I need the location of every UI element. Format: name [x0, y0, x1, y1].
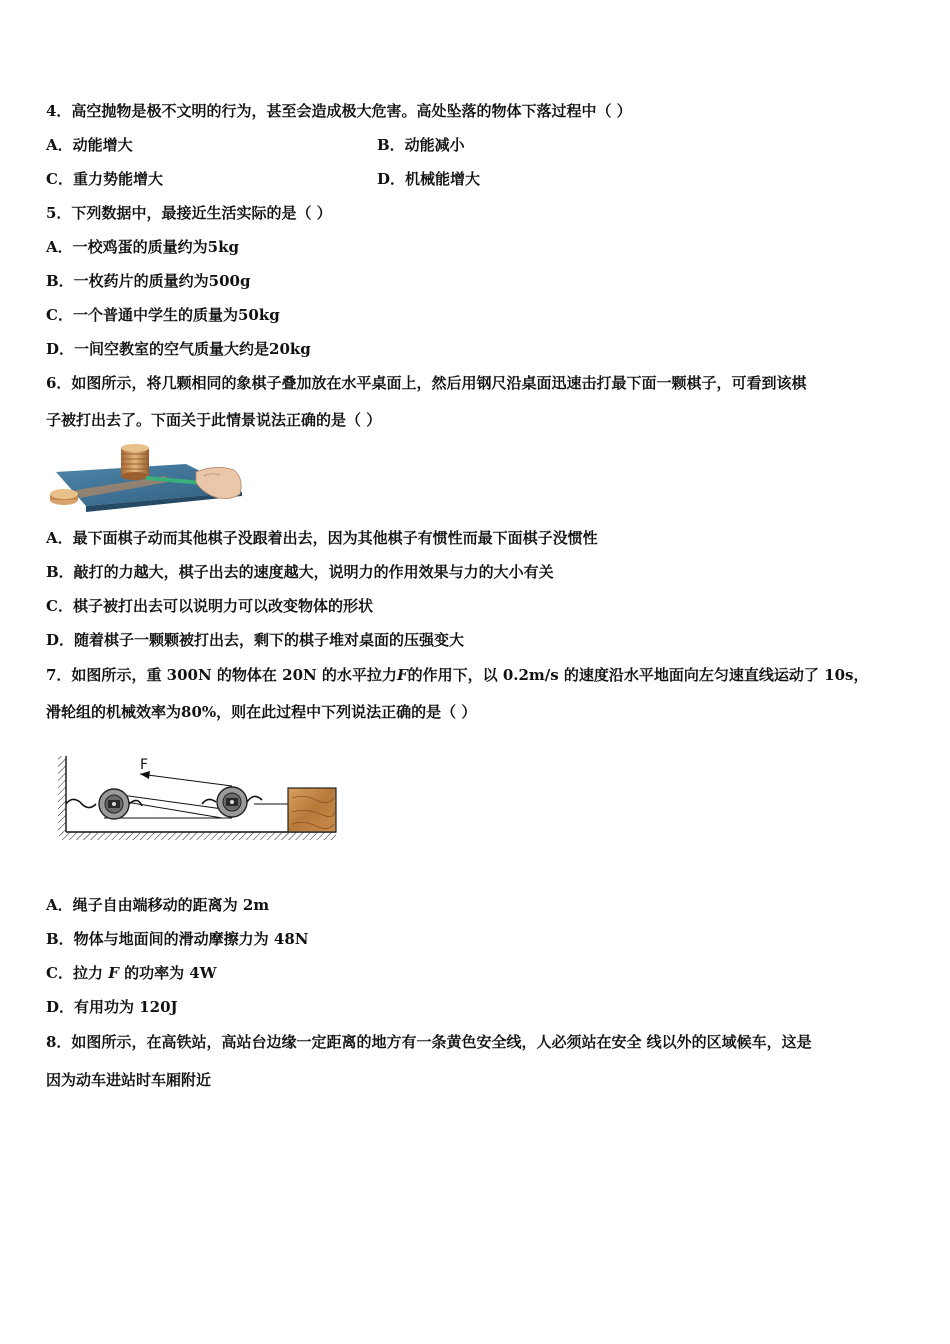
q5-stem: 5．下列数据中，最接近生活实际的是（ ） [46, 204, 332, 222]
q7-option-c [46, 963, 217, 983]
wooden-block [288, 788, 336, 832]
q7-option-c-text-b: 的功率为 4W [124, 964, 217, 982]
q5-option-b: B．一枚药片的质量约为500g [46, 272, 251, 290]
q7-stem-text-b: 的作用下，以 0.2m/s 的速度沿水平地面向左匀速直线运动了 10s， [407, 666, 869, 684]
q5-option-a: A．一校鸡蛋的质量约为5kg [46, 238, 239, 256]
q5-option-c: C．一个普通中学生的质量为50kg [46, 306, 280, 324]
ground-hatching [62, 832, 336, 840]
wall-hatching [58, 756, 66, 836]
force-label-f: F [140, 757, 149, 773]
q6-option-c: C．棋子被打出去可以说明力可以改变物体的形状 [46, 597, 373, 615]
q5-option-d: D．一间空教室的空气质量大约是20kg [46, 340, 311, 358]
q8-stem-line1: 8．如图所示，在高铁站，高站台边缘一定距离的地方有一条黄色安全线，人必须站在安全 线以外的区域候车，这是 [46, 1033, 812, 1051]
q6-option-a: A．最下面棋子动而其他棋子没跟着出去，因为其他棋子有惯性而最下面棋子没惯性 [46, 529, 598, 547]
q4-stem: 4．高空抛物是极不文明的行为，甚至会造成极大危害。高处坠落的物体下落过程中（ ） [46, 102, 632, 120]
q7-pulley-figure [58, 752, 342, 844]
q4-option-d: D．机械能增大 [377, 170, 481, 188]
q7-stem-line1 [46, 665, 868, 685]
q7-stem-var-f: F [396, 666, 408, 684]
q7-option-b: B．物体与地面间的滑动摩擦力为 48N [46, 930, 309, 948]
q6-stem-line2: 子被打出去了。下面关于此情景说法正确的是（ ） [46, 411, 382, 429]
q7-stem-text-a: 7．如图所示，重 300N 的物体在 20N 的水平拉力 [46, 666, 397, 684]
flying-chess-piece [50, 489, 78, 505]
chess-piece-stack [121, 444, 149, 480]
q6-option-d: D．随着棋子一颗颗被打出去，剩下的棋子堆对桌面的压强变大 [46, 631, 465, 649]
fixed-pulley [66, 789, 142, 819]
q7-option-d: D．有用功为 120J [46, 998, 178, 1016]
q4-option-b: B．动能减小 [377, 136, 465, 154]
q6-chess-figure [46, 442, 246, 516]
q4-option-a: A．动能增大 [46, 136, 133, 154]
movable-pulley [202, 787, 262, 817]
q7-option-a: A．绳子自由端移动的距离为 2m [46, 896, 270, 914]
q7-stem-line2: 滑轮组的机械效率为80%，则在此过程中下列说法正确的是（ ） [46, 703, 477, 721]
q4-option-c: C．重力势能增大 [46, 170, 163, 188]
q6-stem-line1: 6．如图所示，将几颗相同的象棋子叠加放在水平桌面上，然后用钢尺沿桌面迅速击打最下面一颗棋子，可看到该棋 [46, 374, 807, 392]
q6-option-b: B．敲打的力越大，棋子出去的速度越大，说明力的作用效果与力的大小有关 [46, 563, 554, 581]
q7-option-c-var-f: F [108, 964, 119, 982]
q8-stem-line2: 因为动车进站时车厢附近 [46, 1071, 212, 1089]
ropes [104, 774, 288, 818]
q7-option-c-text-a: C．拉力 [46, 964, 103, 982]
